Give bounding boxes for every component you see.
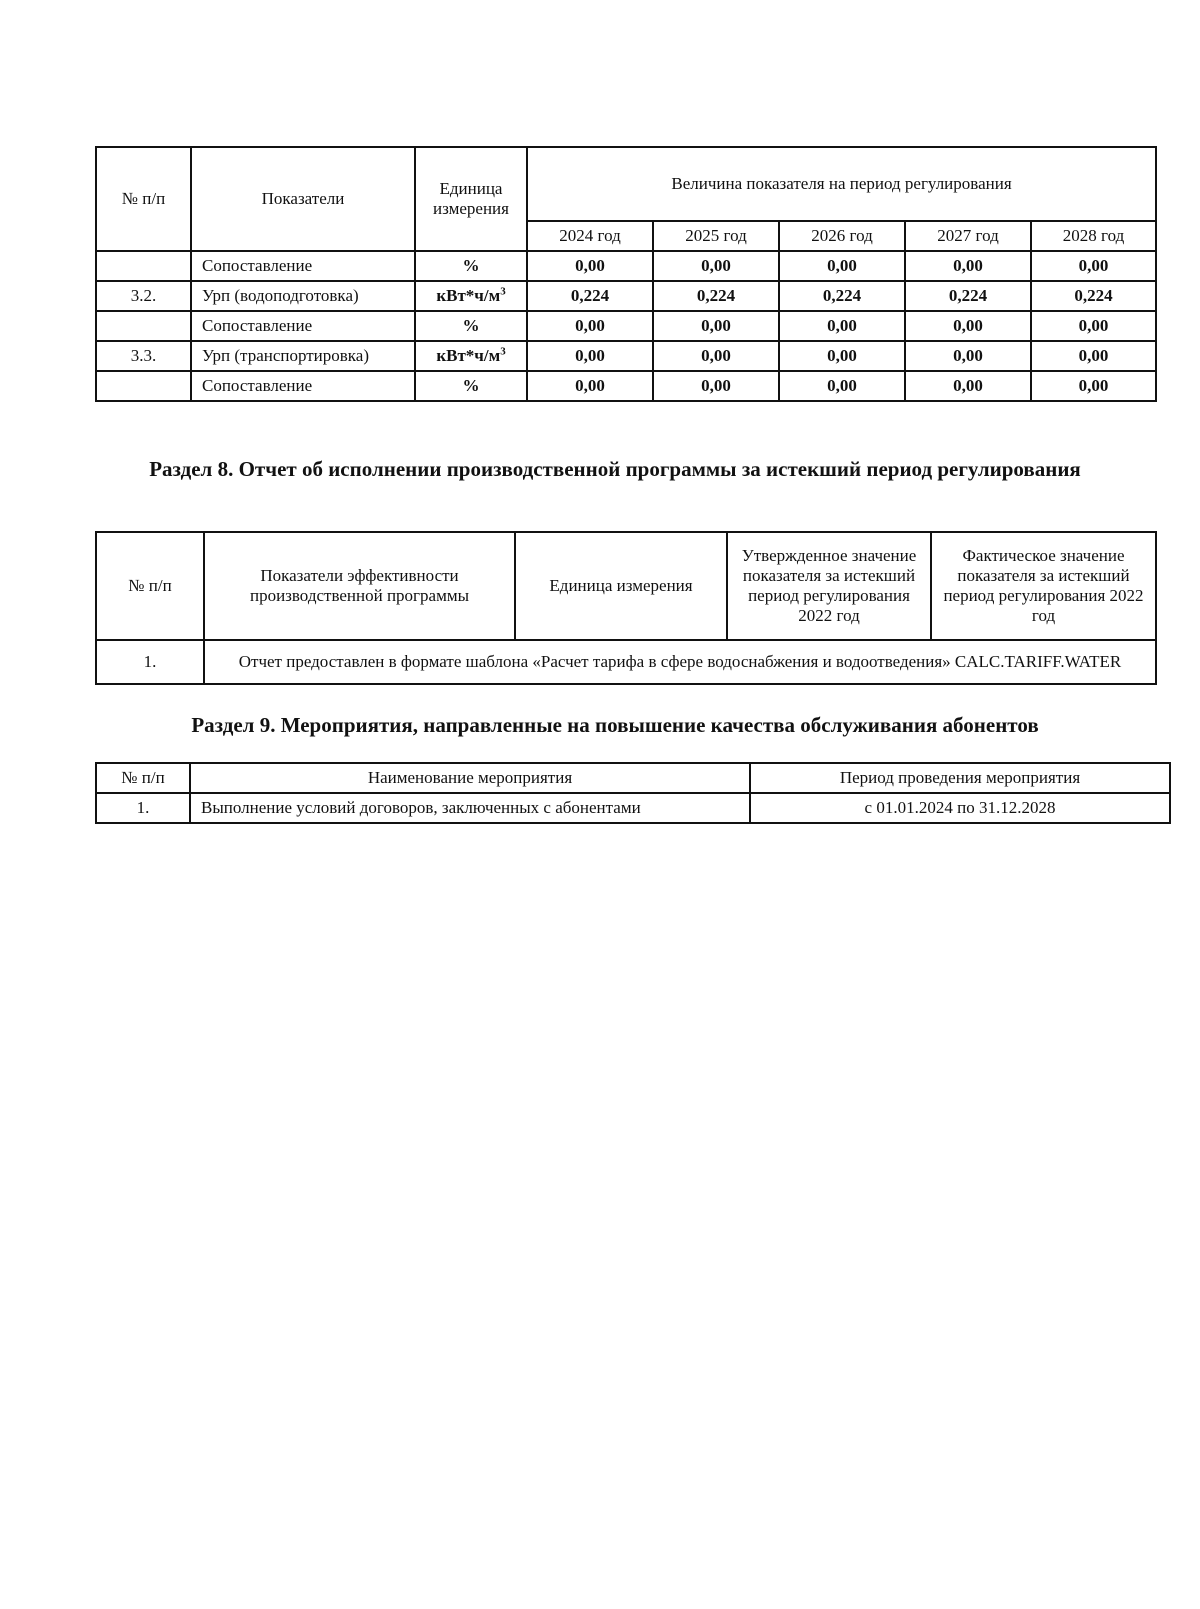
row-value: 0,224 [779,281,905,311]
table-row [96,793,1170,823]
row-value: 0,00 [653,371,779,401]
row-num: 3.3. [96,341,191,371]
row-value: 0,00 [1031,341,1156,371]
header-year: 2026 год [779,221,905,251]
header-year: 2027 год [905,221,1031,251]
table-row [96,341,1156,371]
row-value: 0,00 [527,371,653,401]
row-value: 0,00 [1031,251,1156,281]
table-row [96,281,1156,311]
row-value: 0,00 [527,341,653,371]
row-unit: % [415,371,527,401]
row-value: 0,00 [905,371,1031,401]
row-value: 0,00 [653,251,779,281]
header-approved: Утвержденное значение показателя за истекший период регулирования 2022 год [727,532,931,640]
header-num: № п/п [96,763,190,793]
header-indicator: Показатели [191,147,415,251]
row-value: 0,00 [779,371,905,401]
row-value: 0,00 [779,251,905,281]
header-num: № п/п [96,147,191,251]
row-value: 0,00 [527,311,653,341]
row-num [96,311,191,341]
header-period: Величина показателя на период регулирования [527,147,1156,221]
production-program-report-table [95,531,1157,685]
header-year: 2024 год [527,221,653,251]
row-num: 3.2. [96,281,191,311]
table-row [96,251,1156,281]
row-value: 0,00 [779,311,905,341]
row-value: 0,00 [905,251,1031,281]
row-value: 0,00 [779,341,905,371]
row-name: Сопоставление [191,371,415,401]
row-unit [415,341,527,371]
row-num [96,251,191,281]
row-value: 0,00 [527,251,653,281]
row-value: 0,00 [653,311,779,341]
row-name: Сопоставление [191,251,415,281]
row-num: 1. [96,640,204,684]
table-row [96,311,1156,341]
header-num: № п/п [96,532,204,640]
row-name: Урп (водоподготовка) [191,281,415,311]
row-value: 0,00 [905,341,1031,371]
header-year: 2028 год [1031,221,1156,251]
row-value: 0,224 [527,281,653,311]
table-row [96,640,1156,684]
unit-text: кВт*ч/м [436,286,501,305]
row-unit: % [415,311,527,341]
row-value: 0,224 [653,281,779,311]
measure-name: Выполнение условий договоров, заключенных с абонентами [190,793,750,823]
header-measure-name: Наименование мероприятия [190,763,750,793]
unit-text: кВт*ч/м [436,346,501,365]
indicators-table [95,146,1157,402]
header-year: 2025 год [653,221,779,251]
row-num [96,371,191,401]
unit-superscript: 3 [500,345,506,358]
header-unit: Единица измерения [515,532,727,640]
row-name: Сопоставление [191,311,415,341]
header-period: Период проведения мероприятия [750,763,1170,793]
row-value: 0,00 [1031,311,1156,341]
row-unit [415,281,527,311]
section-9-title: Раздел 9. Мероприятия, направленные на повышение качества обслуживания абонентов [191,713,1039,737]
header-indicators: Показатели эффективности производственной программы [204,532,515,640]
row-value: 0,224 [905,281,1031,311]
row-unit: % [415,251,527,281]
row-value: 0,00 [905,311,1031,341]
section-8-title: Раздел 8. Отчет об исполнении производственной программы за истекший период регулирования [149,457,1081,481]
table-row [96,371,1156,401]
row-value: 0,00 [653,341,779,371]
row-name: Урп (транспортировка) [191,341,415,371]
row-num: 1. [96,793,190,823]
header-actual: Фактическое значение показателя за истекший период регулирования 2022 год [931,532,1156,640]
row-value: 0,224 [1031,281,1156,311]
measure-period: с 01.01.2024 по 31.12.2028 [750,793,1170,823]
report-note: Отчет предоставлен в формате шаблона «Расчет тарифа в сфере водоснабжения и водоотведения» CALC.TARIFF.WATER [204,640,1156,684]
subscriber-service-measures-table [95,762,1171,824]
header-unit: Единица измерения [415,147,527,251]
row-value: 0,00 [1031,371,1156,401]
unit-superscript: 3 [500,285,506,298]
